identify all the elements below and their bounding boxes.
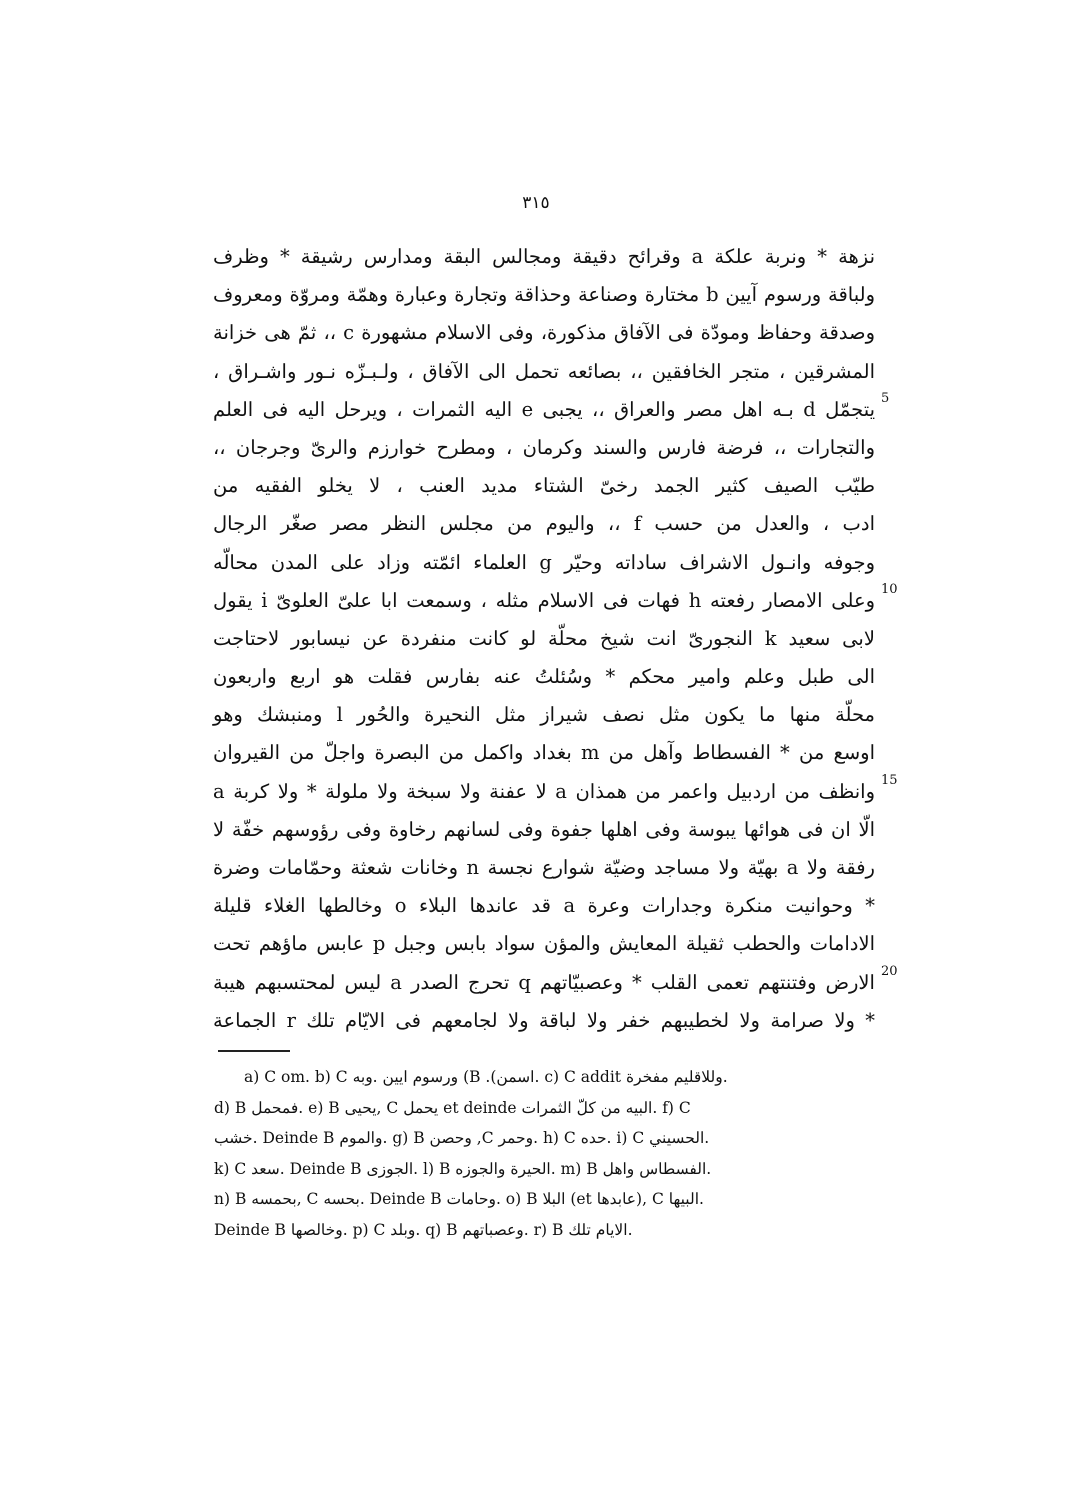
footnote-line: خشب. Deinde B والموم. g) B وحصن ,C وحمر. h) C حده. i) C الحسيني. — [214, 1129, 710, 1148]
footnote-divider — [218, 1050, 290, 1052]
text-line: وصدقة وحفاظ ومودّة فى الآفاق مذكورة، وفى الاسلام مشهورة c ،، ثمّ هى خزانة — [213, 321, 875, 345]
main-text-block — [213, 238, 898, 1040]
line-number: 10 — [881, 582, 898, 597]
text-line: طيّب الصيف كثير الجمد رخىّ الشتاء مديد العنب ، لا يخلو الفقيه من — [213, 474, 875, 498]
text-line: المشرقين ، متجر الخافقين ،، بصائعه تحمل الى الآفاق ، ولـبـزّه نـور واشـراق ، — [213, 359, 875, 383]
line-number: 15 — [881, 773, 898, 788]
text-line: * وحوانيت منكرة وجدارات وعرة a قد عاندها البلاء o وخالطها الغلاء قليلة — [213, 894, 875, 918]
footnote-line: n) B بحمسه, C بحسه. Deinde B وحامات. o) B البلا (et عابدها), C البيها. — [214, 1190, 704, 1209]
text-line: ادب ، والعدل من حسب f ،، واليوم من مجلس النظر مصر صغّر الرجال — [213, 512, 875, 536]
text-line: ولباقة ورسوم آيين b مختارة وصناعة وحذاقة وتجارة وعبارة وهمّة ومروّة ومعروف — [213, 283, 875, 307]
text-line: وانظف من اردبيل واعمر من همذان a لا عفنة ولا سبخة ولا ملولة * ولا كربة a — [213, 779, 875, 803]
footnotes-block — [214, 1062, 874, 1246]
line-number: 5 — [881, 391, 890, 406]
text-line: والتجارات ،، فرضة فارس والسند وكرمان ، ومطرح خوارزم والرىّ وجرجان ،، — [213, 435, 875, 459]
text-line: لابى سعيد k النجورىّ انت شيخ محلّة لو كانت منفردة عن نيسابور لاحتاجت — [213, 626, 875, 650]
text-line: رفقة ولا a بهيّة ولا مساجد وضيّة شوارع نجسة n وخانات شعثة وحمّامات وضرة — [213, 856, 875, 879]
page-number: ٣١٥ — [522, 193, 550, 213]
text-line: * ولا صرامة ولا لخطيبهم خفر ولا لباقة ولا لجامعهم فى الايّام تلك r الجماعة — [213, 1008, 876, 1032]
footnote-line: d) B فمحمل. e) B يحيى, C يحمل et deinde البيه من كلّ الثمرات. f) C — [214, 1098, 691, 1117]
text-line: يتجمّل d بـه اهل مصر والعراق ،، يجبى e اليه الثمرات ، ويرحل اليه فى العلم — [213, 397, 876, 421]
text-line: الارض وفتنتهم تعمى القلب * وعصبيّاتهم q تحرج الصدر a ليس لمحتسبهم هيبة — [213, 970, 875, 994]
line-number: 20 — [881, 964, 898, 979]
footnote-line: Deinde B وخالصها. p) C وبلد. q) B وعصباتهم. r) B الايام تلك. — [214, 1220, 633, 1239]
footnote-line: k) C سعد. Deinde B الجوزى. l) B الحيرة والجوزه. m) B الفسطاس واهل. — [214, 1159, 712, 1178]
text-line: اوسع من * الفسطاط وآهل من m بغداد واكمل من البصرة واجلّ من القيروان — [213, 741, 876, 765]
text-line: وعلى الامصار رفعته h فهات فى الاسلام مثله ، وسمعت ابا علىّ العلوىّ i يقول — [213, 588, 876, 612]
text-line: الى طبل وعلم وامير محكم * وسُئلتُ عنه بفارس فقلت هو اربع واربعون — [213, 665, 875, 689]
text-line: نزهة * ونربة علكة a وقرائح دقيقة ومجالس البقة ومدارس رشيقة * وظرف — [213, 245, 875, 268]
text-line: محلّة منها ما يكون مثل نصف شيراز مثل النحيرة والحُور l ومنبشك وهو — [213, 703, 875, 727]
text-line: الّا ان فى هوائها يبوسة وفى اهلها جفوة وفى لسانهم رخاوة وفى رؤوسهم خفّة لا — [213, 817, 875, 841]
footnote-line: a) C om. b) C ورسوم ايين .وبه (B .(اسمن. c) C addit وللاقليم مفخرة. — [244, 1068, 728, 1086]
text-line: الادامات والحطب ثقيلة المعايش والمؤن سواد بابس وجبل p عابس ماؤهم تحت — [213, 932, 876, 956]
text-line: وجوفه وانـول الاشراف ساداته وحيّر g العلماء ائمّته وزاد على المدن محالّه — [213, 550, 875, 574]
